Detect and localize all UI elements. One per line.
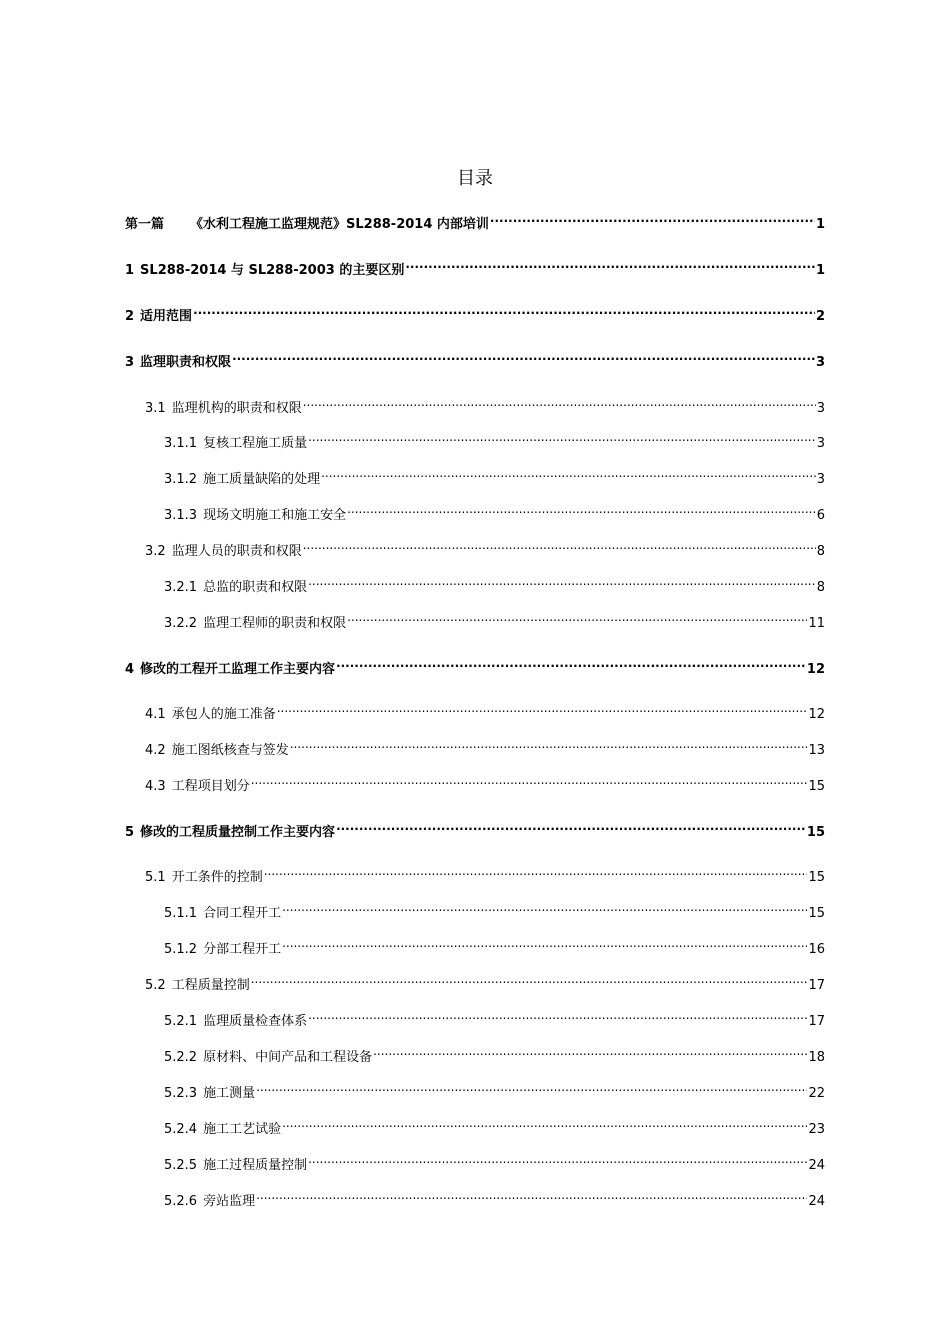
toc-entry-label: 总监的职责和权限 xyxy=(203,580,308,595)
toc-entry[interactable] xyxy=(164,607,825,631)
toc-entry-label: 适用范围 xyxy=(140,309,193,324)
dot-leader xyxy=(303,535,816,555)
dot-leader xyxy=(490,208,815,228)
toc-entry-label: 监理机构的职责和权限 xyxy=(171,401,302,416)
toc-entry[interactable] xyxy=(164,933,825,957)
toc-entry-label: 开工条件的控制 xyxy=(171,870,263,885)
toc-entry[interactable] xyxy=(125,653,825,677)
dot-leader xyxy=(336,816,806,836)
toc-entry[interactable] xyxy=(164,897,825,921)
toc-entry-number: 3.2 xyxy=(145,544,166,559)
dot-leader xyxy=(256,1077,807,1097)
toc-entry-label: 复核工程施工质量 xyxy=(203,436,308,451)
toc-entry-page: 3 xyxy=(816,472,825,487)
toc-entry-number: 3 xyxy=(125,355,135,370)
toc-entry-label: 施工图纸核查与签发 xyxy=(171,743,289,758)
toc-entry-number: 2 xyxy=(125,309,135,324)
toc-entry-number: 4 xyxy=(125,662,135,677)
toc-entry-page: 15 xyxy=(808,870,825,885)
toc-entry-label: 合同工程开工 xyxy=(203,906,282,921)
toc-entry-label: 旁站监理 xyxy=(203,1194,256,1209)
dot-leader xyxy=(256,1185,807,1205)
dot-leader xyxy=(251,770,808,790)
dot-leader xyxy=(308,427,816,447)
toc-entry-number: 4.1 xyxy=(145,707,166,722)
toc-entry-label: 修改的工程开工监理工作主要内容 xyxy=(140,662,336,677)
toc-entry[interactable] xyxy=(125,346,825,370)
dot-leader xyxy=(308,1005,807,1025)
toc-entry-label: 监理职责和权限 xyxy=(140,355,232,370)
toc-entry-number: 5.1 xyxy=(145,870,166,885)
toc-entry-label: 监理人员的职责和权限 xyxy=(171,544,302,559)
toc-entry-page: 24 xyxy=(808,1194,825,1209)
toc-entry-page: 17 xyxy=(808,1014,825,1029)
toc-entry-number: 3.2.2 xyxy=(164,616,198,631)
toc-entry[interactable] xyxy=(145,770,825,794)
toc-entry-number: 5.2.2 xyxy=(164,1050,198,1065)
toc-entry-number: 5.1.2 xyxy=(164,942,198,957)
dot-leader xyxy=(347,499,816,519)
toc-entry-label: 现场文明施工和施工安全 xyxy=(203,508,347,523)
toc-entry-page: 6 xyxy=(816,508,825,523)
dot-leader xyxy=(264,861,808,881)
toc-entry-page: 16 xyxy=(808,942,825,957)
toc-entry-number: 4.3 xyxy=(145,779,166,794)
toc-entry-number: 5.2.1 xyxy=(164,1014,198,1029)
dot-leader xyxy=(303,392,816,412)
toc-entry-page: 3 xyxy=(816,436,825,451)
dot-leader xyxy=(251,969,808,989)
toc-entry-label: 工程项目划分 xyxy=(171,779,250,794)
toc-entry[interactable] xyxy=(125,816,825,840)
toc-entry-number: 3.1.2 xyxy=(164,472,198,487)
toc-entry-number: 5 xyxy=(125,825,135,840)
toc-entry-page: 15 xyxy=(806,825,825,840)
toc-entry[interactable] xyxy=(164,427,825,451)
toc-entry[interactable] xyxy=(145,969,825,993)
toc-entry-page: 8 xyxy=(816,580,825,595)
toc-entry-number: 5.2.4 xyxy=(164,1122,198,1137)
toc-entry-page: 15 xyxy=(808,779,825,794)
toc-entry[interactable] xyxy=(145,698,825,722)
toc-entry-page: 12 xyxy=(806,662,825,677)
toc-entry-label: 监理质量检查体系 xyxy=(203,1014,308,1029)
toc-entry-page: 8 xyxy=(816,544,825,559)
toc-entry[interactable] xyxy=(125,208,825,232)
toc-entry[interactable] xyxy=(164,571,825,595)
toc-entry-number: 5.2 xyxy=(145,978,166,993)
toc-entry-label: 施工过程质量控制 xyxy=(203,1158,308,1173)
toc-entry-label: 分部工程开工 xyxy=(203,942,282,957)
toc-entry-label: 《水利工程施工监理规范》SL288-2014 内部培训 xyxy=(190,217,489,232)
toc-entry-number: 3.1.3 xyxy=(164,508,198,523)
toc-entry[interactable] xyxy=(164,463,825,487)
toc-entry-number: 3.1.1 xyxy=(164,436,198,451)
toc-entry-page: 23 xyxy=(808,1122,825,1137)
toc-entry[interactable] xyxy=(145,734,825,758)
toc-entry-number: 3.1 xyxy=(145,401,166,416)
toc-entry-number: 5.2.6 xyxy=(164,1194,198,1209)
toc-entry-page: 12 xyxy=(808,707,825,722)
toc-entry-label: 承包人的施工准备 xyxy=(171,707,276,722)
toc-entry-page: 15 xyxy=(808,906,825,921)
dot-leader xyxy=(308,571,816,591)
toc-entry[interactable] xyxy=(164,1077,825,1101)
toc-entry-number: 5.1.1 xyxy=(164,906,198,921)
toc-entry-page: 2 xyxy=(815,309,825,324)
toc-entry-label: 监理工程师的职责和权限 xyxy=(203,616,347,631)
dot-leader xyxy=(308,1149,807,1169)
toc-entry[interactable] xyxy=(125,300,825,324)
toc-entry-number: 3.2.1 xyxy=(164,580,198,595)
dot-leader xyxy=(405,254,815,274)
toc-entry-page: 1 xyxy=(815,263,825,278)
dot-leader xyxy=(232,346,815,366)
toc-entry-page: 17 xyxy=(808,978,825,993)
toc-entry[interactable] xyxy=(164,1185,825,1209)
toc-entry-label: 施工质量缺陷的处理 xyxy=(203,472,321,487)
toc-entry[interactable] xyxy=(145,535,825,559)
toc-entry-page: 11 xyxy=(808,616,825,631)
toc-entry-number: 5.2.5 xyxy=(164,1158,198,1173)
toc-entry-label: SL288-2014 与 SL288-2003 的主要区别 xyxy=(140,263,405,278)
toc-entry-label: 原材料、中间产品和工程设备 xyxy=(203,1050,373,1065)
toc-entry[interactable] xyxy=(164,1149,825,1173)
toc-entry-page: 18 xyxy=(808,1050,825,1065)
toc-entry[interactable] xyxy=(164,1113,825,1137)
toc-entry-label: 工程质量控制 xyxy=(171,978,250,993)
dot-leader xyxy=(347,607,807,627)
toc-entry-page: 3 xyxy=(815,355,825,370)
toc-entry-page: 24 xyxy=(808,1158,825,1173)
toc-entry-label: 施工工艺试验 xyxy=(203,1122,282,1137)
dot-leader xyxy=(336,653,806,673)
dot-leader xyxy=(282,1113,807,1133)
dot-leader xyxy=(193,300,815,320)
toc-entry-page: 3 xyxy=(816,401,825,416)
toc-entry-page: 13 xyxy=(808,743,825,758)
toc-entry-number: 1 xyxy=(125,263,135,278)
toc-entry[interactable] xyxy=(164,1005,825,1029)
toc-entry-page: 22 xyxy=(808,1086,825,1101)
toc-title: 目录 xyxy=(457,168,493,189)
toc-entry[interactable] xyxy=(164,499,825,523)
dot-leader xyxy=(282,897,807,917)
dot-leader xyxy=(321,463,816,483)
dot-leader xyxy=(290,734,808,754)
toc-entry-page: 1 xyxy=(815,217,825,232)
toc-entry-number: 第一篇 xyxy=(125,217,165,232)
toc-entry[interactable] xyxy=(145,392,825,416)
toc-entry-label: 施工测量 xyxy=(203,1086,256,1101)
toc-entry-label: 修改的工程质量控制工作主要内容 xyxy=(140,825,336,840)
toc-entry-number: 5.2.3 xyxy=(164,1086,198,1101)
dot-leader xyxy=(277,698,808,718)
toc-entry[interactable] xyxy=(145,861,825,885)
dot-leader xyxy=(282,933,807,953)
toc-entry[interactable] xyxy=(164,1041,825,1065)
toc-entry-number: 4.2 xyxy=(145,743,166,758)
dot-leader xyxy=(373,1041,807,1061)
toc-entry[interactable] xyxy=(125,254,825,278)
